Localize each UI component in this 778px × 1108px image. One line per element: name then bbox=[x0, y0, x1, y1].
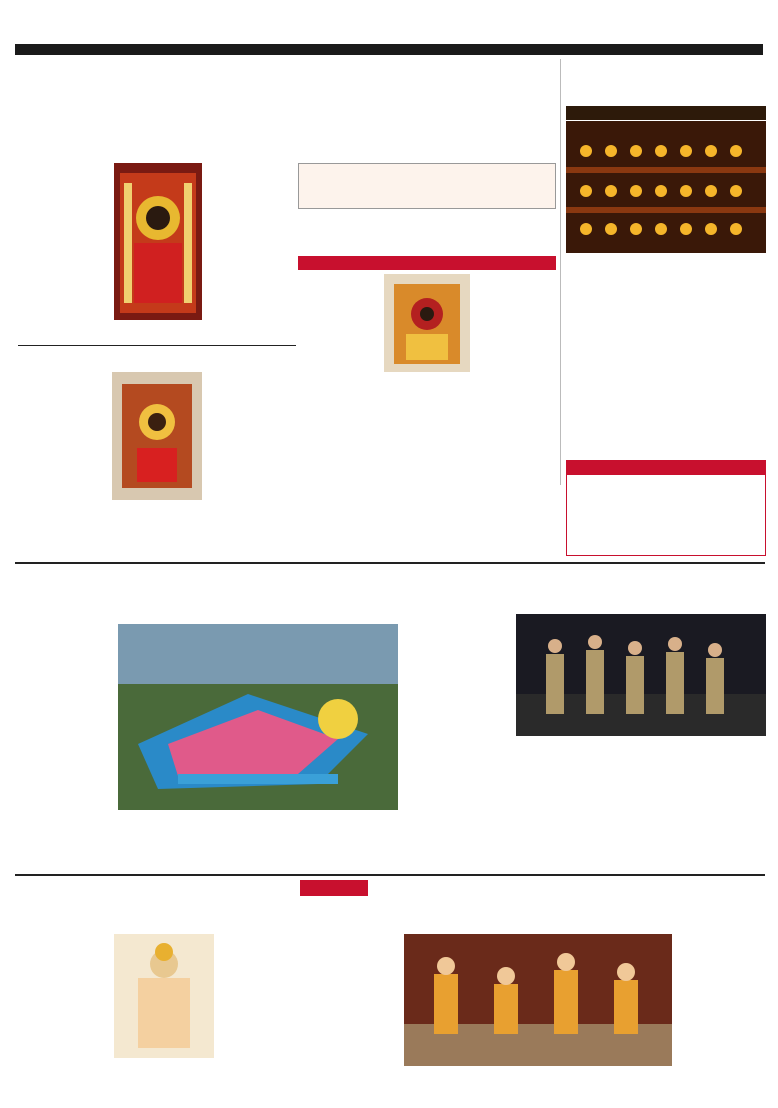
puranic-text bbox=[570, 478, 762, 554]
jyoti-body-2 bbox=[668, 286, 766, 456]
laxman-body bbox=[304, 946, 400, 1102]
padyatra-body bbox=[20, 386, 108, 558]
kanjari-photo bbox=[384, 274, 470, 372]
jyoti-banner bbox=[566, 106, 766, 120]
bijli-body bbox=[402, 652, 510, 866]
ravan-caption-box bbox=[118, 812, 400, 870]
police-photo bbox=[516, 614, 766, 736]
aayojan-label bbox=[300, 880, 368, 896]
kuldevi-body bbox=[20, 946, 110, 1102]
ravan-caption-text bbox=[118, 824, 400, 870]
padyatra-body-3 bbox=[112, 504, 202, 558]
padyatra-body-2 bbox=[206, 372, 296, 558]
kanya-box bbox=[298, 163, 556, 209]
laxman-photo bbox=[404, 934, 672, 1066]
puranic-headline bbox=[567, 461, 765, 475]
kanya-text bbox=[303, 178, 551, 208]
jyoti-photo bbox=[566, 121, 766, 253]
lead-body-3 bbox=[206, 312, 294, 322]
column-rule bbox=[560, 59, 561, 485]
kanjari-body bbox=[300, 284, 382, 374]
kuldevi-photo bbox=[114, 934, 214, 1058]
kanjari-banner bbox=[298, 256, 556, 270]
masthead-bar bbox=[15, 44, 763, 55]
jyoti-body bbox=[566, 266, 662, 456]
padyatra-photo bbox=[112, 372, 202, 500]
lead-photo-goddess bbox=[114, 163, 202, 320]
section-rule bbox=[15, 562, 765, 564]
puranic-box bbox=[566, 460, 766, 556]
lead-body-1 bbox=[20, 176, 110, 328]
section-rule-2 bbox=[15, 874, 765, 876]
ravan-body bbox=[20, 634, 114, 868]
divider bbox=[18, 345, 296, 346]
ravan-photo bbox=[118, 624, 398, 810]
lead-body-2 bbox=[206, 164, 294, 312]
masthead bbox=[0, 0, 778, 58]
police-body bbox=[516, 752, 766, 866]
